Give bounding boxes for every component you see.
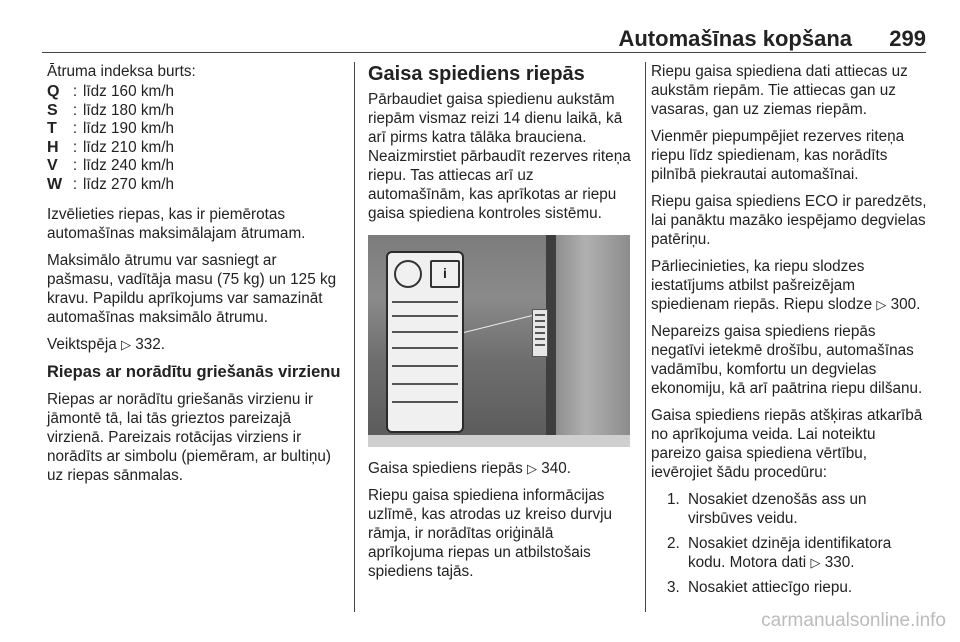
reference-text: Pārliecinieties, ka riepu slodzes iestatījums atbilst pašreizējam spiedienam riepās. Riepu slodze (651, 258, 873, 313)
manual-book-icon: i (430, 260, 460, 288)
tire-icon (394, 260, 422, 288)
speed-row: T : līdz 190 km/h (47, 120, 174, 138)
paragraph: Vienmēr piepumpējiet rezerves riteņa riepu līdz spiedienam, kas norādīts pilnībā piekrautai automašīnai. (651, 128, 905, 183)
column-1 (47, 62, 341, 493)
speed-limit: līdz 160 km/h (83, 83, 174, 100)
placard-row (392, 401, 458, 403)
column-3 (651, 62, 927, 603)
step-item (684, 534, 927, 572)
pressure-placard-enlarged (386, 251, 464, 433)
watermark-site: carmanualsonline.info (761, 610, 946, 631)
speed-code: T (47, 120, 57, 138)
speed-row: Q : līdz 160 km/h (47, 83, 174, 100)
speed-limit: līdz 240 km/h (83, 157, 174, 175)
placard-row (392, 331, 458, 333)
step-text: Nosakiet dzinēja identifikatora kodu. Motora dati (688, 535, 892, 571)
speed-row: V : līdz 240 km/h (47, 157, 174, 175)
page-header (0, 0, 960, 50)
tire-pressure-label-photo (368, 235, 630, 447)
paragraph (651, 257, 927, 314)
reference-arrow-icon: ▷ (120, 336, 131, 352)
placard-row (392, 301, 458, 303)
speed-limit: līdz 210 km/h (83, 138, 174, 156)
paragraph: Riepu gaisa spiediens ECO ir paredzēts, lai panāktu mazāko iespējamo degvielas patēriņu. (651, 193, 927, 248)
paragraph: Izvēlieties riepas, kas ir piemērotas automašīnas maksimālajam ātrumam. (47, 205, 306, 242)
placard-header (392, 258, 458, 288)
speed-limit: līdz 180 km/h (83, 101, 174, 119)
page-title: Automašīnas kopšana (618, 26, 852, 51)
reference-text: Veiktspēja (47, 335, 117, 353)
speed-code: Q (47, 83, 60, 100)
reference-link[interactable]: 330. (824, 554, 855, 571)
reference-arrow-icon: ▷ (527, 461, 538, 476)
speed-code: W (47, 175, 63, 193)
speed-row: W : līdz 270 km/h (47, 175, 174, 193)
section-title: Gaisa spiediens riepās (368, 63, 585, 85)
placard-row (392, 365, 458, 367)
column-2 (368, 62, 632, 589)
reference-arrow-icon: ▷ (876, 297, 887, 312)
speed-code: S (47, 101, 58, 119)
column-divider-1 (354, 62, 355, 612)
paragraph: Nepareizs gaisa spiediens riepās negatīvi ietekmē drošību, automašīnas vadāmību, komfortu un degvielas ekonomiju, kā arī paātrina riepu dilšanu. (651, 323, 923, 397)
speed-row: H : līdz 210 km/h (47, 138, 174, 156)
figure-caption (368, 459, 632, 478)
subheading-rotation-direction: Riepas ar norādītu griešanās virzienu (47, 362, 341, 381)
procedure-steps (651, 490, 927, 597)
paragraph: Pārbaudiet gaisa spiedienu aukstām riepām vismaz reizi 14 dienu laikā, kā arī pirms katra tālāka brauciena. Neaizmirstiet pārbaudīt rezerves riteņa riepu. Tas attiecas arī uz automašīnām, kas aprīkotas ar riepu gaisa spiediena kontroles sistēmu. (368, 91, 631, 222)
paragraph: Riepu gaisa spiediena dati attiecas uz aukstām riepām. Tie attiecas gan uz vasaras, gan uz ziemas riepām. (651, 63, 908, 118)
reference-link[interactable]: 300. (890, 296, 921, 313)
door-sticker (532, 309, 548, 357)
paragraph: Riepu gaisa spiediena informācijas uzlīmē, kas atrodas uz kreiso durvju rāmja, ir norādītas oriģinālā aprīkojuma riepas un atbilstošais spiediens tajās. (368, 487, 613, 580)
door-pillar (556, 235, 630, 447)
paragraph (47, 335, 341, 354)
speed-limit: līdz 270 km/h (83, 175, 174, 193)
speed-index-title: Ātruma indeksa burts: (47, 63, 196, 80)
paragraph: Maksimālo ātrumu var sasniegt ar pašmasu, vadītāja masu (75 kg) un 125 kg kravu. Papildu aprīkojums var samazināt automašīnas maksimālo ātrumu. (47, 251, 337, 326)
paragraph: Gaisa spiediens riepās atšķiras atkarībā no aprīkojuma veida. Lai noteiktu pareizo gaisa spiediena vērtību, ievērojiet šādu procedūru: (651, 407, 923, 481)
step-item: 1. Nosakiet dzenošās ass un virsbūves veidu. (684, 490, 927, 528)
page-number: 299 (889, 26, 926, 51)
speed-code: V (47, 157, 58, 175)
callout-line (460, 315, 532, 334)
caption-text: Gaisa spiediens riepās (368, 460, 523, 477)
speed-index-table (47, 83, 174, 195)
reference-link[interactable]: 340. (541, 460, 572, 477)
speed-code: H (47, 138, 59, 156)
reference-arrow-icon: ▷ (810, 555, 821, 570)
placard-row (392, 315, 458, 317)
column-divider-2 (645, 62, 646, 612)
paragraph: Riepas ar norādītu griešanās virzienu ir jāmontē tā, lai tās grieztos pareizajā virzienā. Pareizais rotācijas virziens ir norādīts ar simbolu (piemēram, ar bultiņu) uz riepas sānmalas. (47, 390, 331, 484)
reference-link[interactable]: 332. (135, 335, 166, 353)
placard-row (392, 347, 458, 349)
placard-row (392, 383, 458, 385)
header-rule (42, 52, 926, 53)
step-item: 3. Nosakiet attiecīgo riepu. (684, 578, 927, 597)
speed-row: S : līdz 180 km/h (47, 101, 174, 119)
door-sill (368, 435, 630, 447)
speed-limit: līdz 190 km/h (83, 120, 174, 138)
